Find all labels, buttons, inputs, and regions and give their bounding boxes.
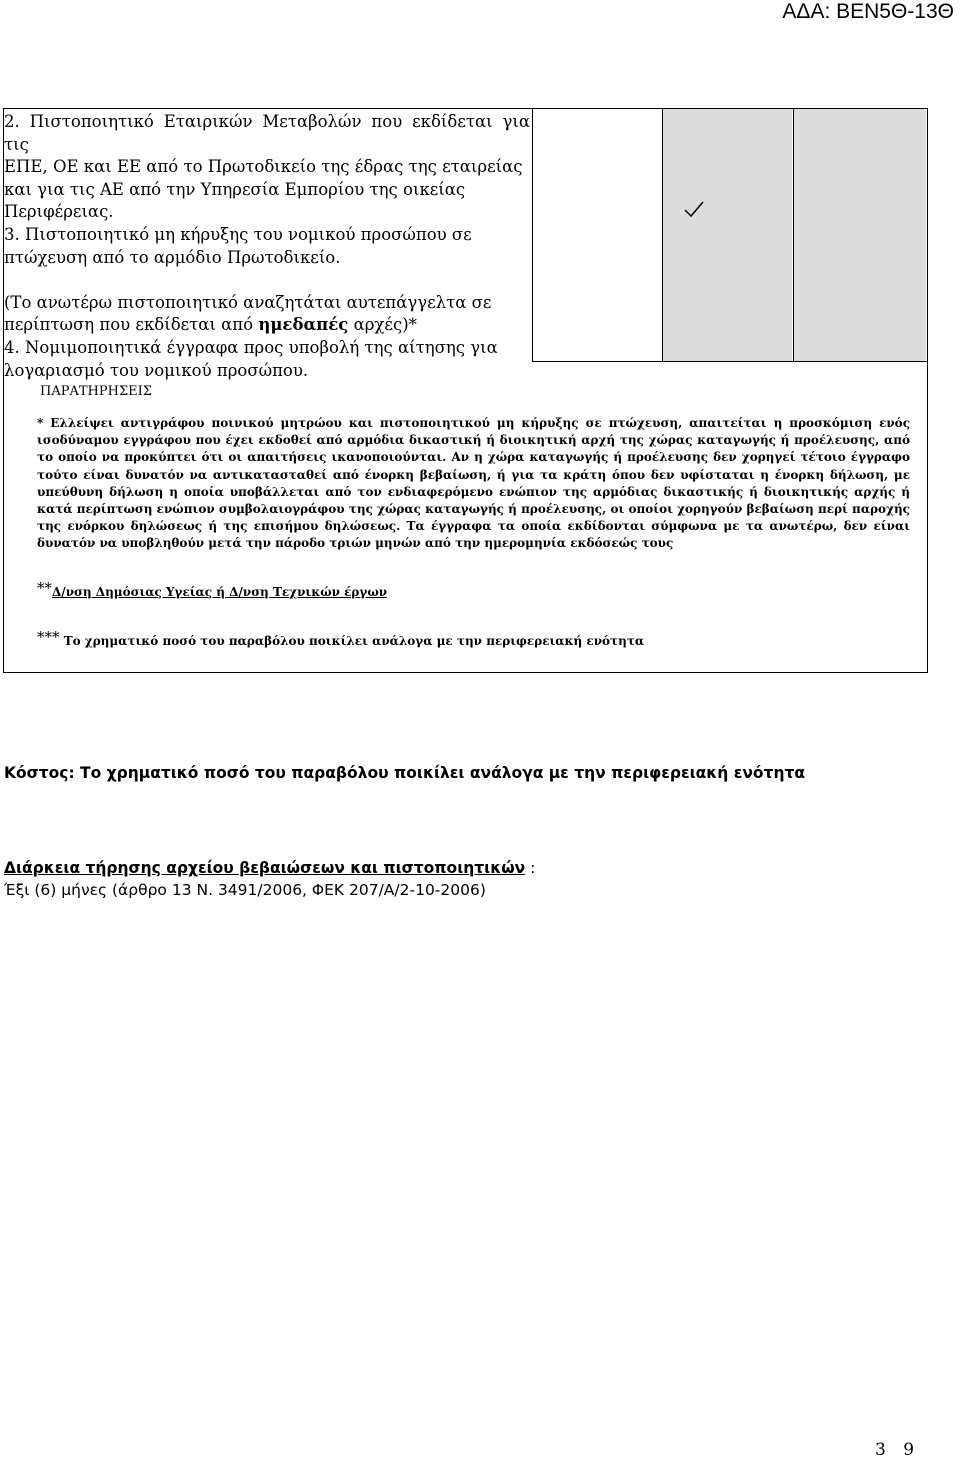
page-number-left: 3 xyxy=(875,1440,886,1460)
text-line: 4. Νομιμοποιητικά έγγραφα προς υποβολή της αίτησης για xyxy=(4,337,498,357)
duration-label: Διάρκεια τήρησης αρχείου βεβαιώσεων και πιστοποιητικών xyxy=(4,859,526,877)
notes-paragraph: * Ελλείψει αντιγράφου ποινικού μητρώου και πιστοποιητικού μη κήρυξης σε πτώχευση, απαιτείται η προσκόμιση ενός ισοδύναμου εγγράφου που έχει εκδοθεί από αρμόδια δικαστική ή διοικητική αρχή της χώρας καταγωγής ή προέλευσης, από το οποίο να προκύπτει ότι οι απαιτήσεις ικανοποιούνται. Αν η χώρα καταγωγής ή προέλευσης δεν χορηγεί τέτοιο έγγραφο τούτο είναι δυνατόν να αντικατασταθεί από ένορκη βεβαίωση, ή για τα κράτη όπου δεν υφίσταται η ένορκη δήλωση, με υπεύθυνη δήλωση η οποία υποβάλλεται από τον ενδιαφερόμενο ενώπιον της αρμόδιας δικαστικής ή διοικητικής αρχής ή κατά περίπτωση ενώπιον συμβολαιογράφου της χώρας καταγωγής ή προέλευσης, οι οποίοι χορηγούν βεβαίωση περί παροχής της ενόρκου δηλώσεως ή της επισήμου δηλώσεως. Τα έγγραφα τα οποία εκδίδονται σύμφωνα με τα ανωτέρω, δεν είναι δυνατόν να υποβληθούν μετά την πάροδο τριών μηνών από την ημερομηνία εκδόσεώς τους xyxy=(37,416,910,551)
text-line: λογαριασμό του νομικού προσώπου. xyxy=(4,360,309,380)
text-line: και για τις ΑΕ από την Υπηρεσία Εμπορίου της οικείας xyxy=(4,179,466,199)
page-number xyxy=(875,1440,914,1460)
text-emphasis: ημεδαπές xyxy=(258,315,349,335)
cost-line: Κόστος: Το χρηματικό ποσό του παραβόλου ποικίλει ανάλογα με την περιφερειακή ενότητα xyxy=(4,764,806,782)
duration-text: Έξι (6) μήνες (άρθρο 13 Ν. 3491/2006, ΦΕΚ 207/Α/2-10-2006) xyxy=(4,881,486,899)
note-stars: ** xyxy=(37,579,52,597)
spacer-line xyxy=(4,269,530,292)
text-part: αρχές)* xyxy=(353,315,417,335)
note-fee xyxy=(37,627,644,651)
text-line: ΕΠΕ, ΟΕ και ΕΕ από το Πρωτοδικείο της έδρας της εταιρείας xyxy=(4,157,523,177)
requirements-text xyxy=(4,111,530,382)
column-divider xyxy=(793,108,794,362)
row-divider xyxy=(532,361,927,362)
text-line: 2. Πιστοποιητικό Εταιρικών Μεταβολών που εκδίδεται για τις xyxy=(4,112,530,154)
note-text: Το χρηματικό ποσό του παραβόλου ποικίλει ανάλογα με την περιφερειακή ενότητα xyxy=(63,634,645,648)
text-part: περίπτωση που εκδίδεται από xyxy=(4,315,254,335)
text-line: 3. Πιστοποιητικό μη κήρυξης του νομικού προσώπου σε xyxy=(4,224,472,244)
notes-title: ΠΑΡΑΤΗΡΗΣΕΙΣ xyxy=(40,384,152,399)
note-text: Δ/νση Δημόσιας Υγείας ή Δ/νση Τεχνικών έργων xyxy=(52,585,388,599)
checkmark-icon xyxy=(683,200,705,218)
note-agency xyxy=(37,578,387,602)
column-divider xyxy=(662,108,663,362)
shaded-cell xyxy=(662,109,792,361)
text-line: πτώχευση από το αρμόδιο Πρωτοδικείο. xyxy=(4,247,341,267)
shaded-cell xyxy=(794,109,926,361)
duration-colon: : xyxy=(525,859,536,877)
ada-code: ΑΔΑ: ΒΕΝ5Θ-13Θ xyxy=(782,0,954,23)
text-line: Περιφέρειας. xyxy=(4,202,114,222)
text-line xyxy=(4,314,530,337)
note-stars: *** xyxy=(37,628,60,646)
page-number-right: 9 xyxy=(903,1440,915,1460)
text-line: (Το ανωτέρω πιστοποιητικό αναζητάται αυτεπάγγελτα σε xyxy=(4,292,492,312)
column-divider xyxy=(532,108,533,362)
duration-heading xyxy=(4,859,535,877)
